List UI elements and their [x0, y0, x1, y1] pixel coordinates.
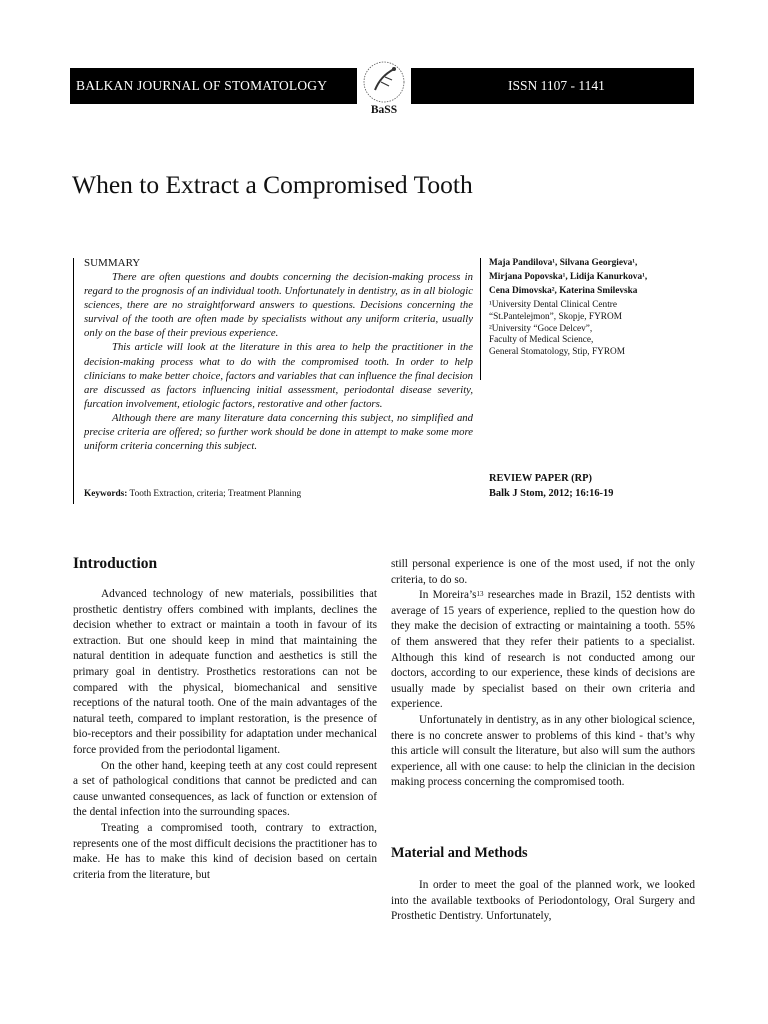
body-paragraph: still personal experience is one of the most used, if not the only criteria, to do so. — [391, 558, 695, 586]
body-paragraph: Treating a compromised tooth, contrary to extraction, represents one of the most difficult decisions the practitioner has to make. He has to make this kind of decision based on certain criteria from the literature, but — [73, 821, 377, 881]
citation: Balk J Stom, 2012; 16:16-19 — [489, 487, 614, 499]
keywords — [84, 489, 301, 499]
section-heading-introduction: Introduction — [73, 555, 158, 572]
affiliation-line: ²University “Goce Delcev”, — [489, 323, 593, 334]
summary-paragraph: There are often questions and doubts concerning the decision-making process in regard to the prognosis of an individual tooth. Unfortunately in dentistry, as in all biologic sciences, there are no straightforward answers to questions. Decisions concerning the survival of the tooth are often made by specialists without any uniform criteria, usually only on the base of their previous experience. — [84, 271, 473, 340]
body-paragraph: On the other hand, keeping teeth at any cost could represent a set of pathological conditions that cannot be predicted and can cause unwanted consequences, as lack of function or extension of the dental infection into the surrounding spaces. — [73, 759, 377, 819]
author-line: Maja Pandilova¹, Silvana Georgieva¹, — [489, 258, 638, 268]
column-divider — [480, 258, 481, 380]
body-paragraph: Unfortunately in dentistry, as in any other biological science, there is no concrete answer to problems of this kind - that’s why this article will consult the literature, but also will sum the authors experience, all with one cause: to help the clinician in the decision making process concerning the compromised tooth. — [391, 713, 695, 789]
citation-ref: 13 — [476, 590, 484, 599]
body-paragraph — [391, 588, 695, 713]
journal-logo — [357, 58, 411, 120]
right-column — [391, 557, 695, 791]
left-column — [73, 587, 377, 883]
section-heading-methods: Material and Methods — [391, 845, 528, 861]
text-span: researches made in Brazil, 152 dentists with average of 15 years of experience, replied to the question how do they make the decision of extracting or maintaining a tooth. 55% of them answered that they refer their patients to a specialist. Although this kind of research is not conducted among our doctors, according to our experience, these kinds of decisions are usually made by specialist based on their own criteria and experience. — [391, 589, 696, 711]
issn: ISSN 1107 - 1141 — [508, 78, 605, 93]
affiliation-line: ¹University Dental Clinical Centre — [489, 300, 618, 310]
logo-text: BaSS — [370, 104, 398, 116]
summary-paragraph: This article will look at the literature in this area to help the practitioner in the decision-making process what to do with the compromised tooth. In order to help clinicians to make better choice, factors and variables that can influence the final decision are discussed as factors influencing initial assessment, periodontal disease severity, furcation involvement, etiologic factors, restorative and other factors. — [84, 341, 473, 410]
affiliation-line: General Stomatology, Stip, FYROM — [489, 347, 626, 358]
bass-emblem-icon — [361, 60, 407, 104]
keywords-label: Keywords: — [84, 489, 128, 499]
affiliations — [489, 300, 625, 359]
paper-type — [489, 472, 613, 502]
author-line: Mirjana Popovska¹, Lidija Kanurkova¹, — [489, 272, 648, 283]
affiliation-line: Faculty of Medical Science, — [489, 335, 594, 346]
summary-text — [84, 270, 473, 453]
summary-box — [73, 258, 474, 504]
summary-paragraph: Although there are many literature data concerning this subject, no simplified and precise criteria are offered; so further work should be done in attempt to make some more uniform criteria concerning this subject. — [84, 411, 473, 453]
journal-name: BALKAN JOURNAL OF STOMATOLOGY — [76, 78, 328, 93]
body-paragraph: Advanced technology of new materials, possibilities that prosthetic dentistry offers combined with implants, declines the decision whether to extract or maintain a tooth in favour of its extraction. But one should keep in mind that maintaining the natural dentition in adequate function and aesthetics is still the primary goal in dentistry. Prosthetics restorations can not be compared with the physical, biomechanical and sensitive receptions of the natural tooth. One of the main advantages of the natural teeth, compared to implant restoration, is the presence of bio-receptors and their possibility for adaptation under mechanical force provided from the periodontal ligament. — [73, 588, 377, 756]
text-span: In Moreira’s — [419, 589, 477, 602]
review-type: REVIEW PAPER (RP) — [489, 473, 592, 484]
affiliation-line: “St.Pantelejmon”, Skopje, FYROM — [489, 311, 622, 322]
methods-text — [391, 878, 695, 925]
summary-heading: SUMMARY — [84, 257, 141, 269]
keywords-list: Tooth Extraction, criteria; Treatment Planning — [127, 489, 302, 499]
author-list — [489, 256, 647, 299]
body-paragraph: In order to meet the goal of the planned work, we looked into the available textbooks of Periodontology, Oral Surgery and Prosthetic Dentistry. Unfortunately, — [391, 879, 695, 923]
article-title: When to Extract a Compromised Tooth — [72, 170, 473, 199]
author-line: Cena Dimovska², Katerina Smilevska — [489, 286, 638, 297]
